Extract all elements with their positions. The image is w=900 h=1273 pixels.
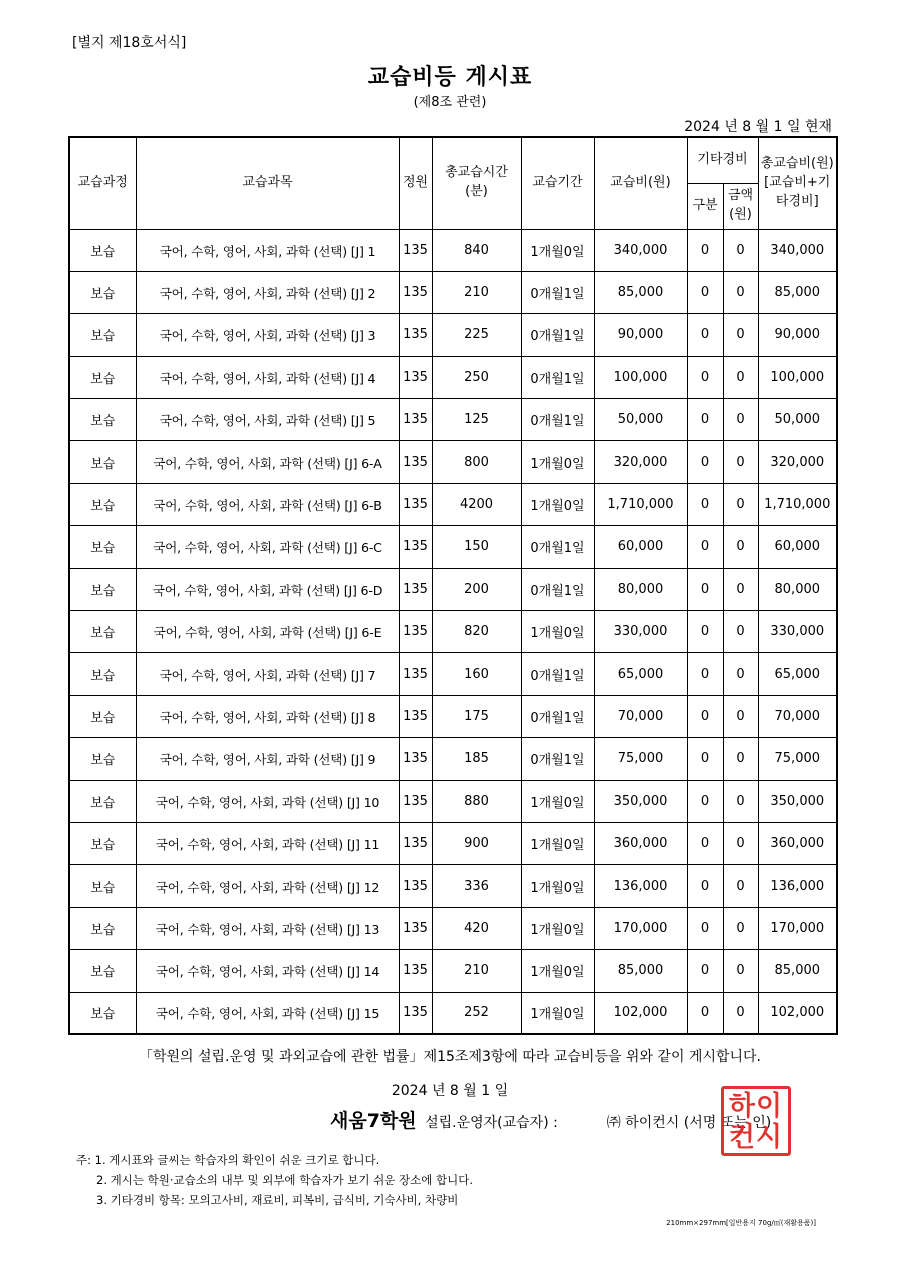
cell-course: 보습 [69,907,136,949]
cell-other-kind: 0 [687,314,723,356]
cell-period: 1개월0일 [521,229,594,271]
cell-course: 보습 [69,441,136,483]
cell-capacity: 135 [399,992,432,1034]
cell-course: 보습 [69,865,136,907]
cell-capacity: 135 [399,441,432,483]
cell-fee: 70,000 [594,695,687,737]
cell-course: 보습 [69,992,136,1034]
cell-subject: 국어, 수학, 영어, 사회, 과학 (선택) [J] 9 [136,738,399,780]
cell-course: 보습 [69,611,136,653]
cell-fee: 60,000 [594,526,687,568]
cell-fee: 1,710,000 [594,483,687,525]
cell-hours: 210 [432,271,521,313]
cell-total: 50,000 [758,399,837,441]
cell-capacity: 135 [399,356,432,398]
page-subtitle: (제8조 관련) [413,95,487,110]
cell-other-kind: 0 [687,865,723,907]
cell-other-amount: 0 [723,568,758,610]
cell-capacity: 135 [399,399,432,441]
cell-course: 보습 [69,780,136,822]
cell-period: 0개월1일 [521,399,594,441]
cell-total: 320,000 [758,441,837,483]
cell-course: 보습 [69,229,136,271]
cell-course: 보습 [69,314,136,356]
cell-hours: 150 [432,526,521,568]
cell-total: 102,000 [758,992,837,1034]
cell-total: 170,000 [758,907,837,949]
cell-subject: 국어, 수학, 영어, 사회, 과학 (선택) [J] 2 [136,271,399,313]
table-row [69,356,837,398]
as-of-date: 2024 년 8 월 1 일 현재 [684,119,832,135]
table-row [69,611,837,653]
cell-hours: 840 [432,229,521,271]
cell-total: 65,000 [758,653,837,695]
table-row [69,271,837,313]
cell-fee: 320,000 [594,441,687,483]
cell-total: 136,000 [758,865,837,907]
header-capacity: 정원 [399,137,432,229]
cell-course: 보습 [69,950,136,992]
header-subject: 교습과목 [136,137,399,229]
cell-course: 보습 [69,526,136,568]
table-row [69,399,837,441]
cell-hours: 225 [432,314,521,356]
cell-other-amount: 0 [723,441,758,483]
cell-other-kind: 0 [687,822,723,864]
cell-fee: 85,000 [594,271,687,313]
table-row [69,441,837,483]
cell-other-kind: 0 [687,568,723,610]
posting-notice: 「학원의 설립.운영 및 과외교습에 관한 법률」제15조제3항에 따라 교습비등을 위와 같이 게시합니다. [138,1049,762,1065]
cell-other-kind: 0 [687,483,723,525]
cell-period: 1개월0일 [521,865,594,907]
cell-period: 1개월0일 [521,780,594,822]
table-row [69,780,837,822]
cell-period: 1개월0일 [521,822,594,864]
cell-hours: 4200 [432,483,521,525]
header-other-kind: 구분 [687,183,723,229]
table-row [69,568,837,610]
cell-period: 0개월1일 [521,314,594,356]
operator-company: ㈜ 하이컨시 (서명 또는 인) [606,1115,772,1131]
cell-total: 90,000 [758,314,837,356]
cell-period: 0개월1일 [521,695,594,737]
cell-hours: 175 [432,695,521,737]
cell-fee: 80,000 [594,568,687,610]
fee-table-body [69,229,837,1034]
cell-hours: 900 [432,822,521,864]
cell-period: 0개월1일 [521,356,594,398]
cell-capacity: 135 [399,314,432,356]
cell-other-amount: 0 [723,229,758,271]
cell-other-kind: 0 [687,271,723,313]
header-other-expenses: 기타경비 [687,137,758,183]
cell-hours: 210 [432,950,521,992]
table-row [69,738,837,780]
form-number: [별지 제18호서식] [72,35,187,51]
cell-period: 0개월1일 [521,653,594,695]
footnote-1: 주: 1. 게시표와 글씨는 학습자의 확인이 쉬운 크기로 합니다. [76,1153,380,1167]
cell-capacity: 135 [399,526,432,568]
cell-period: 0개월1일 [521,526,594,568]
cell-course: 보습 [69,568,136,610]
cell-subject: 국어, 수학, 영어, 사회, 과학 (선택) [J] 5 [136,399,399,441]
cell-other-kind: 0 [687,780,723,822]
header-course: 교습과정 [69,137,136,229]
cell-subject: 국어, 수학, 영어, 사회, 과학 (선택) [J] 13 [136,907,399,949]
cell-subject: 국어, 수학, 영어, 사회, 과학 (선택) [J] 6-B [136,483,399,525]
operator-label: 설립.운영자(교습자) : [425,1115,558,1131]
cell-course: 보습 [69,695,136,737]
cell-hours: 200 [432,568,521,610]
cell-course: 보습 [69,822,136,864]
cell-hours: 250 [432,356,521,398]
cell-subject: 국어, 수학, 영어, 사회, 과학 (선택) [J] 7 [136,653,399,695]
cell-course: 보습 [69,483,136,525]
cell-other-amount: 0 [723,780,758,822]
cell-subject: 국어, 수학, 영어, 사회, 과학 (선택) [J] 11 [136,822,399,864]
cell-other-kind: 0 [687,441,723,483]
table-row [69,695,837,737]
cell-capacity: 135 [399,780,432,822]
company-seal-stamp: 하이 컨시 [721,1086,791,1156]
cell-other-amount: 0 [723,526,758,568]
cell-other-kind: 0 [687,611,723,653]
cell-fee: 350,000 [594,780,687,822]
cell-capacity: 135 [399,229,432,271]
cell-period: 1개월0일 [521,441,594,483]
cell-course: 보습 [69,738,136,780]
cell-course: 보습 [69,271,136,313]
cell-period: 0개월1일 [521,738,594,780]
cell-capacity: 135 [399,568,432,610]
cell-other-kind: 0 [687,399,723,441]
cell-other-amount: 0 [723,399,758,441]
cell-capacity: 135 [399,738,432,780]
cell-fee: 170,000 [594,907,687,949]
header-other-amount: 금액(원) [723,183,758,229]
cell-course: 보습 [69,399,136,441]
footnote-3: 3. 기타경비 항목: 모의고사비, 재료비, 피복비, 급식비, 기숙사비, 차량비 [96,1193,459,1207]
cell-hours: 880 [432,780,521,822]
cell-period: 1개월0일 [521,611,594,653]
cell-other-amount: 0 [723,611,758,653]
cell-other-amount: 0 [723,738,758,780]
table-row [69,950,837,992]
cell-fee: 90,000 [594,314,687,356]
cell-subject: 국어, 수학, 영어, 사회, 과학 (선택) [J] 3 [136,314,399,356]
cell-capacity: 135 [399,483,432,525]
header-fee: 교습비(원) [594,137,687,229]
cell-capacity: 135 [399,611,432,653]
cell-total: 75,000 [758,738,837,780]
cell-capacity: 135 [399,907,432,949]
signature-date: 2024 년 8 월 1 일 [391,1083,509,1099]
cell-hours: 252 [432,992,521,1034]
cell-fee: 100,000 [594,356,687,398]
cell-total: 60,000 [758,526,837,568]
cell-hours: 820 [432,611,521,653]
cell-other-amount: 0 [723,271,758,313]
cell-other-kind: 0 [687,992,723,1034]
cell-capacity: 135 [399,695,432,737]
table-row [69,865,837,907]
cell-period: 0개월1일 [521,568,594,610]
cell-other-amount: 0 [723,356,758,398]
cell-hours: 125 [432,399,521,441]
cell-total: 340,000 [758,229,837,271]
cell-capacity: 135 [399,653,432,695]
cell-other-amount: 0 [723,653,758,695]
table-row [69,907,837,949]
header-total: 총교습비(원)[교습비+기타경비] [758,137,837,229]
cell-fee: 75,000 [594,738,687,780]
cell-period: 0개월1일 [521,271,594,313]
cell-total: 85,000 [758,950,837,992]
table-row [69,653,837,695]
cell-subject: 국어, 수학, 영어, 사회, 과학 (선택) [J] 12 [136,865,399,907]
cell-other-kind: 0 [687,738,723,780]
cell-course: 보습 [69,356,136,398]
cell-total: 1,710,000 [758,483,837,525]
cell-subject: 국어, 수학, 영어, 사회, 과학 (선택) [J] 6-C [136,526,399,568]
cell-fee: 102,000 [594,992,687,1034]
cell-other-kind: 0 [687,526,723,568]
cell-period: 1개월0일 [521,907,594,949]
cell-subject: 국어, 수학, 영어, 사회, 과학 (선택) [J] 8 [136,695,399,737]
table-row [69,229,837,271]
header-period: 교습기간 [521,137,594,229]
cell-hours: 336 [432,865,521,907]
cell-capacity: 135 [399,865,432,907]
table-row [69,314,837,356]
table-row [69,483,837,525]
cell-fee: 136,000 [594,865,687,907]
cell-other-kind: 0 [687,950,723,992]
cell-total: 100,000 [758,356,837,398]
cell-other-amount: 0 [723,483,758,525]
footnote-2: 2. 게시는 학원·교습소의 내부 및 외부에 학습자가 보기 쉬운 장소에 합니다. [96,1173,473,1187]
cell-hours: 160 [432,653,521,695]
cell-hours: 420 [432,907,521,949]
cell-other-kind: 0 [687,907,723,949]
table-row [69,822,837,864]
cell-other-kind: 0 [687,653,723,695]
paper-spec: 210mm×297mm[일반용지 70g/㎡(재활용품)] [666,1219,816,1227]
cell-fee: 330,000 [594,611,687,653]
cell-capacity: 135 [399,822,432,864]
cell-subject: 국어, 수학, 영어, 사회, 과학 (선택) [J] 15 [136,992,399,1034]
cell-other-amount: 0 [723,950,758,992]
cell-other-kind: 0 [687,356,723,398]
cell-subject: 국어, 수학, 영어, 사회, 과학 (선택) [J] 10 [136,780,399,822]
cell-other-amount: 0 [723,822,758,864]
fee-table [68,136,838,1035]
cell-fee: 340,000 [594,229,687,271]
cell-hours: 185 [432,738,521,780]
cell-hours: 800 [432,441,521,483]
cell-fee: 65,000 [594,653,687,695]
cell-total: 350,000 [758,780,837,822]
footnotes [76,1150,473,1210]
cell-capacity: 135 [399,950,432,992]
cell-fee: 85,000 [594,950,687,992]
cell-total: 70,000 [758,695,837,737]
header-hours: 총교습시간(분) [432,137,521,229]
signature-line [330,1106,771,1133]
cell-subject: 국어, 수학, 영어, 사회, 과학 (선택) [J] 6-E [136,611,399,653]
cell-capacity: 135 [399,271,432,313]
academy-name: 새움7학원 [330,1110,417,1132]
cell-other-amount: 0 [723,865,758,907]
cell-period: 1개월0일 [521,992,594,1034]
cell-course: 보습 [69,653,136,695]
cell-subject: 국어, 수학, 영어, 사회, 과학 (선택) [J] 6-A [136,441,399,483]
cell-other-amount: 0 [723,907,758,949]
cell-other-kind: 0 [687,695,723,737]
cell-other-amount: 0 [723,992,758,1034]
table-row [69,992,837,1034]
cell-subject: 국어, 수학, 영어, 사회, 과학 (선택) [J] 6-D [136,568,399,610]
cell-total: 360,000 [758,822,837,864]
cell-subject: 국어, 수학, 영어, 사회, 과학 (선택) [J] 4 [136,356,399,398]
cell-fee: 360,000 [594,822,687,864]
cell-period: 1개월0일 [521,483,594,525]
cell-total: 80,000 [758,568,837,610]
cell-total: 330,000 [758,611,837,653]
table-row [69,526,837,568]
cell-subject: 국어, 수학, 영어, 사회, 과학 (선택) [J] 14 [136,950,399,992]
cell-other-amount: 0 [723,695,758,737]
page-title: 교습비등 게시표 [367,65,533,90]
cell-other-amount: 0 [723,314,758,356]
cell-other-kind: 0 [687,229,723,271]
cell-subject: 국어, 수학, 영어, 사회, 과학 (선택) [J] 1 [136,229,399,271]
cell-total: 85,000 [758,271,837,313]
cell-fee: 50,000 [594,399,687,441]
cell-period: 1개월0일 [521,950,594,992]
